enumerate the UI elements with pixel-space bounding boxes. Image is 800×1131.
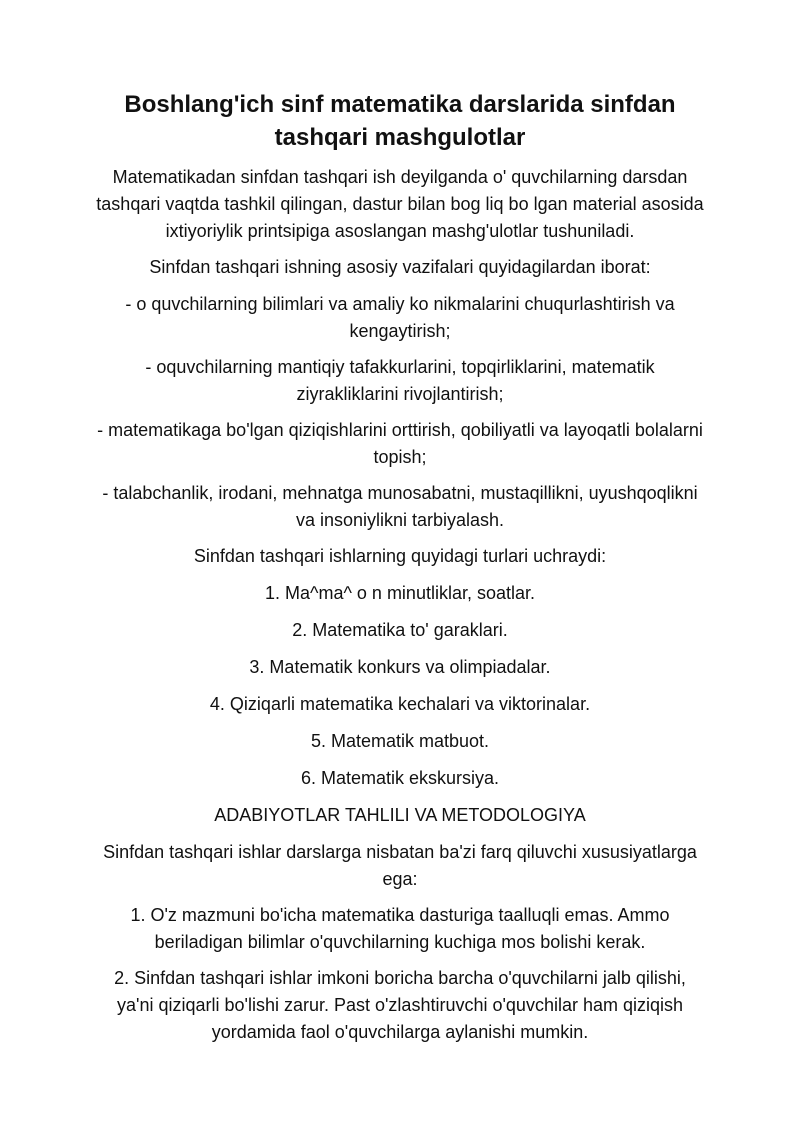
task-line: - o quvchilarning bilimlari va amaliy ko nikmalarini chuqurlashtirish va [125, 294, 675, 314]
task-item [52, 480, 748, 534]
title-line: Boshlang'ich sinf matematika darslarida sinfdan [124, 91, 676, 118]
feature-line: ya'ni qiziqarli bo'lishi zarur. Past o'zlashtiruvchi o'quvchilar ham qiziqish [117, 995, 683, 1015]
features-intro-line: Sinfdan tashqari ishlar darslarga nisbatan ba'zi farq qiluvchi xususiyatlarga [103, 842, 697, 862]
title-line: tashqari mashgulotlar [274, 124, 526, 151]
feature-line: 1. O'z mazmuni bo'icha matematika dasturiga taalluqli emas. Ammo [130, 905, 670, 925]
type-item: 1. Ma^ma^ o n minutliklar, soatlar. [265, 583, 535, 603]
type-item: 2. Matematika to' garaklari. [292, 620, 508, 640]
feature-line: yordamida faol o'quvchilarga aylanishi mumkin. [211, 1022, 589, 1042]
feature-line: 2. Sinfdan tashqari ishlar imkoni boricha barcha o'quvchilarni jalb qilishi, [114, 968, 686, 988]
type-item: 3. Matematik konkurs va olimpiadalar. [249, 657, 551, 677]
document-title [52, 88, 748, 154]
task-line: va insoniylikni tarbiyalash. [295, 510, 505, 530]
task-item [52, 417, 748, 471]
task-line: - talabchanlik, irodani, mehnatga munosabatni, mustaqillikni, uyushqoqlikni [102, 483, 698, 503]
task-item [52, 291, 748, 345]
intro-line: ixtiyoriylik printsipiga asoslangan mashg'ulotlar tushuniladi. [165, 221, 635, 241]
intro-line: Matematikadan sinfdan tashqari ish deyilganda o' quvchilarning darsdan [112, 167, 688, 187]
feature-item [52, 965, 748, 1046]
intro-line: tashqari vaqtda tashkil qilingan, dastur bilan bog liq bo lgan material asosida [96, 194, 704, 214]
task-line: - matematikaga bo'lgan qiziqishlarini orttirish, qobiliyatli va layoqatli bolalarni [97, 420, 703, 440]
type-item: 4. Qiziqarli matematika kechalari va viktorinalar. [209, 694, 591, 714]
feature-item [52, 902, 748, 956]
task-line: kengaytirish; [349, 321, 451, 341]
feature-line: beriladigan bilimlar o'quvchilarning kuchiga mos bolishi kerak. [154, 932, 646, 952]
task-item [52, 354, 748, 408]
features-intro [52, 839, 748, 893]
type-item: 6. Matematik ekskursiya. [300, 768, 500, 788]
features-intro-line: ega: [382, 869, 418, 889]
type-item: 5. Matematik matbuot. [310, 731, 490, 751]
task-line: - oquvchilarning mantiqiy tafakkurlarini, topqirliklarini, matematik [145, 357, 655, 377]
section-heading: ADABIYOTLAR TAHLILI VA METODOLOGIYA [214, 805, 586, 825]
types-heading: Sinfdan tashqari ishlarning quyidagi turlari uchraydi: [193, 546, 607, 566]
task-line: topish; [373, 447, 427, 467]
task-line: ziyrakliklarini rivojlantirish; [296, 384, 504, 404]
intro-paragraph [52, 164, 748, 245]
tasks-heading: Sinfdan tashqari ishning asosiy vazifalari quyidagilardan iborat: [149, 257, 651, 277]
